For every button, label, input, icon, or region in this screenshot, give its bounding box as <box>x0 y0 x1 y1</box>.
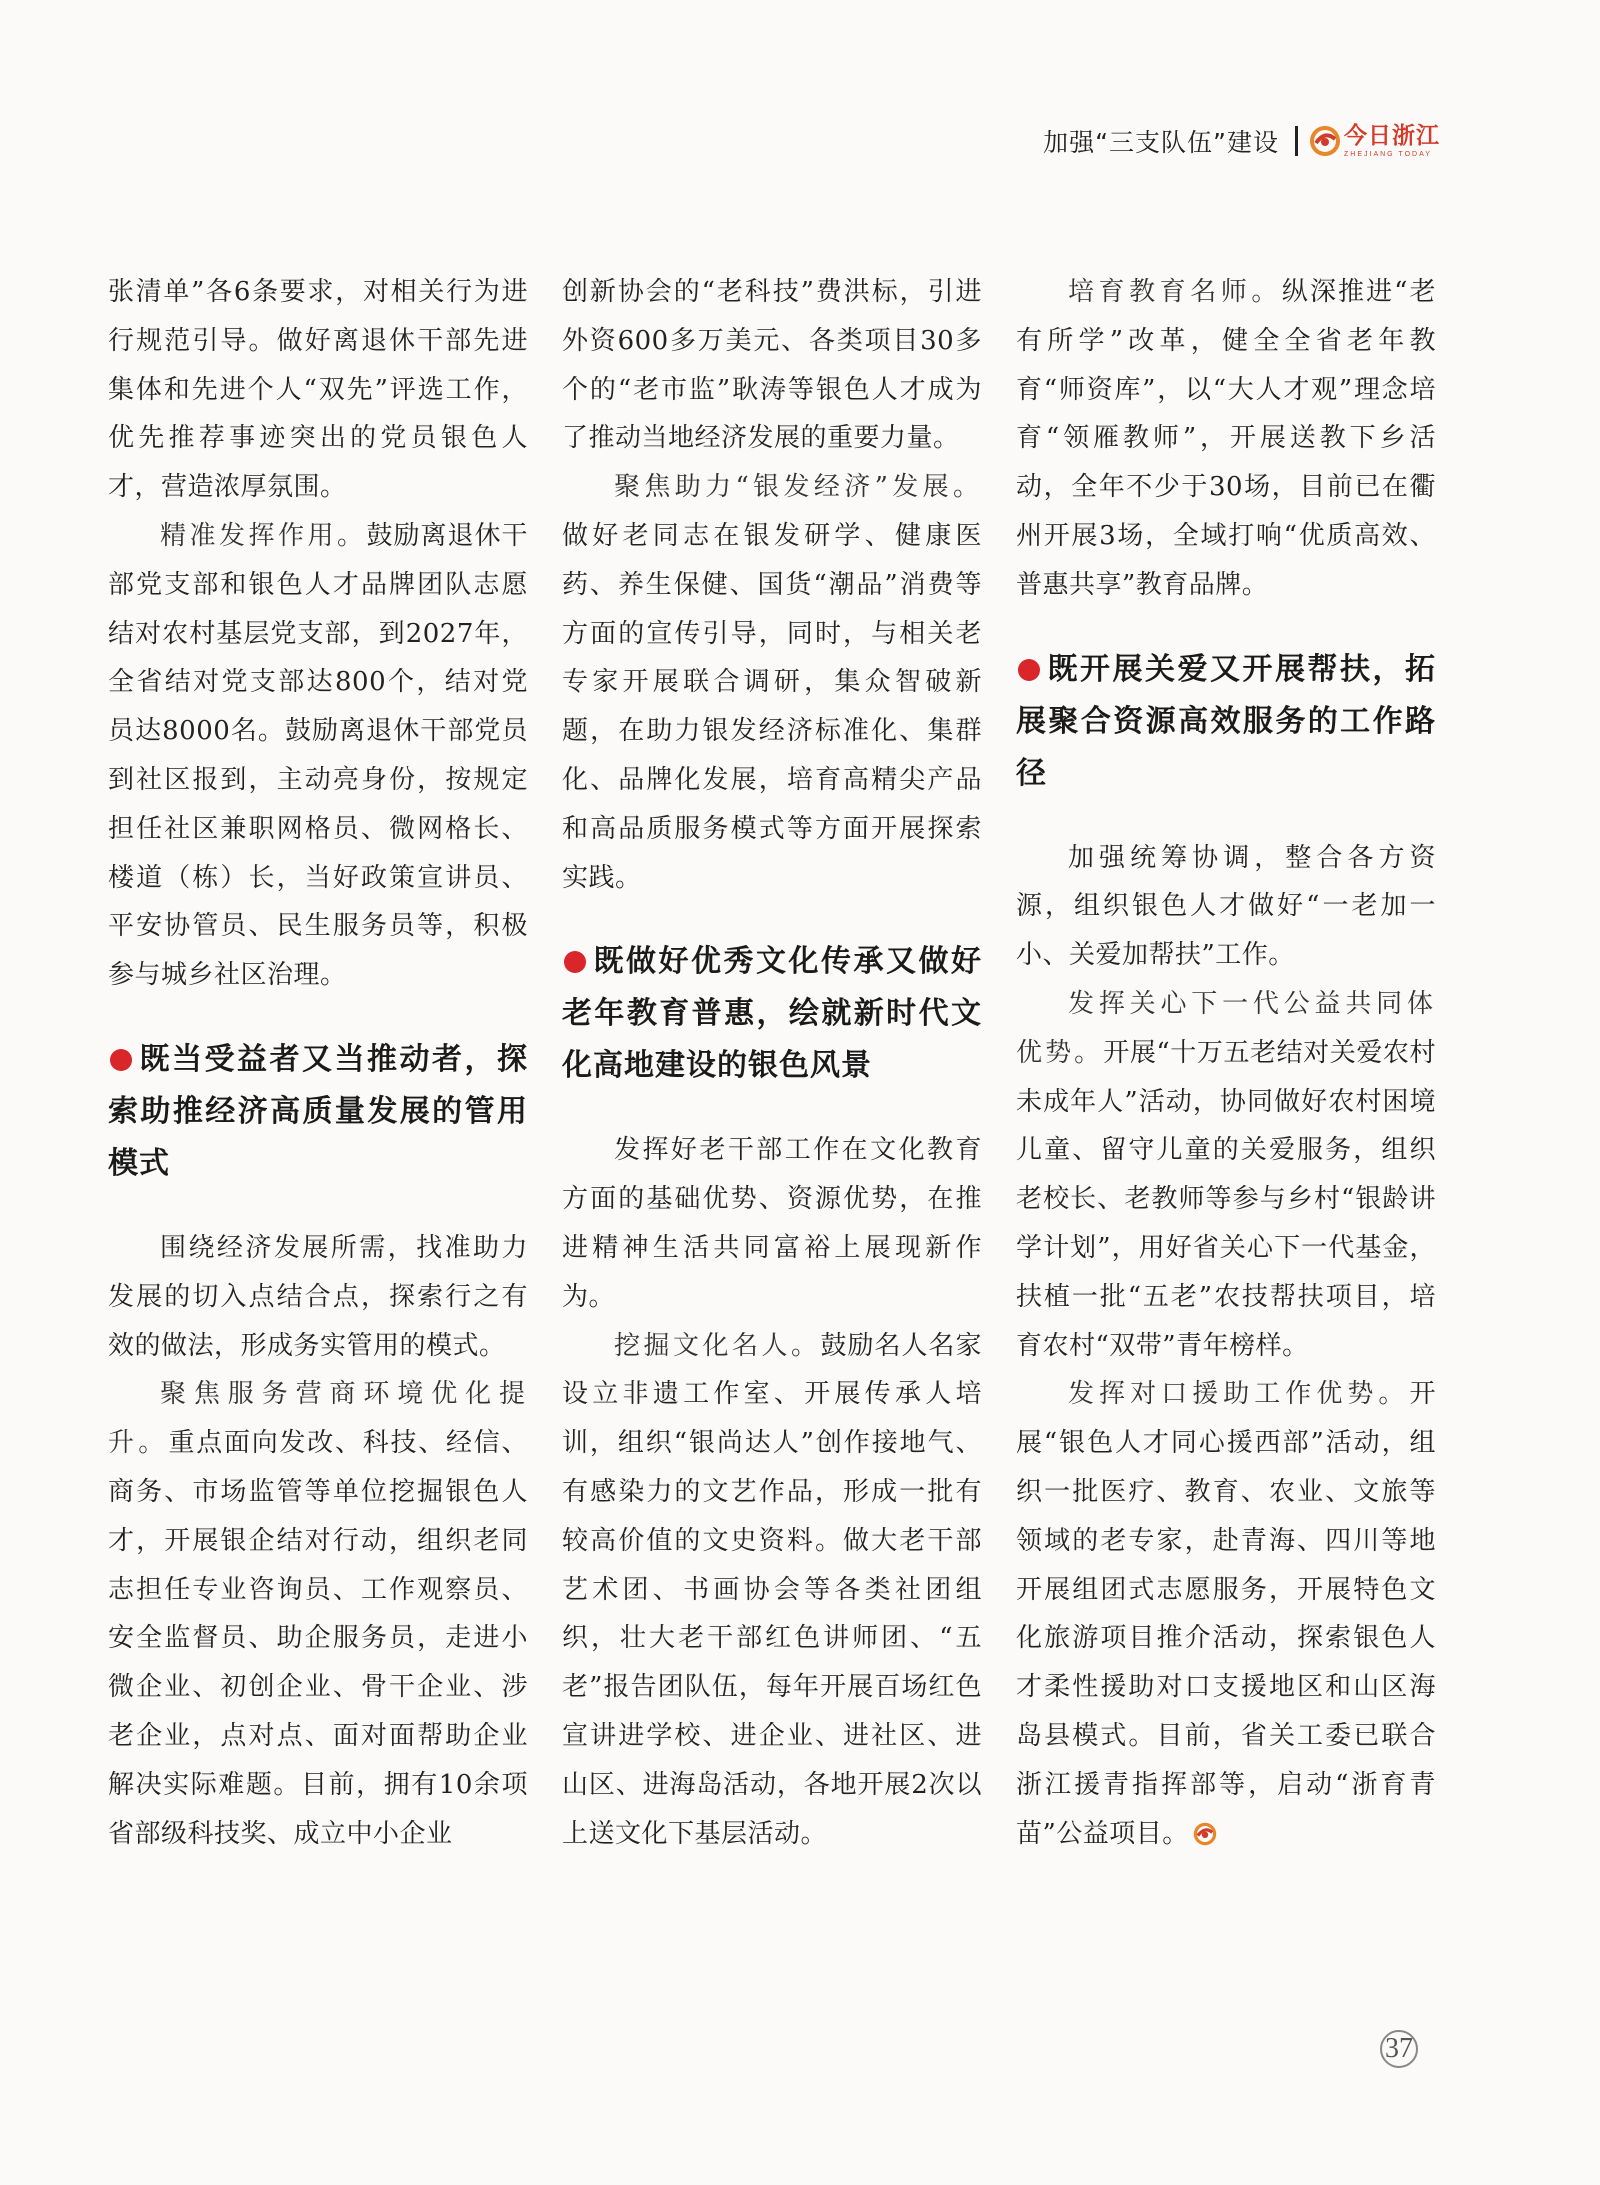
logo-english-text: ZHEJIANG TODAY <box>1344 150 1432 158</box>
paragraph: 发挥好老干部工作在文化教育方面的基础优势、资源优势，在推进精神生活共同富裕上展现新作为。 <box>562 1135 982 1312</box>
paragraph: 加强统筹协调，整合各方资源，组织银色人才做好“一老加一小、关爱加帮扶”工作。 <box>1016 842 1436 971</box>
paragraph-body: 重点面向发改、科技、经信、商务、市场监管等单位挖掘银色人才，开展银企结对行动，组织老同志担任专业咨询员、工作观察员、安全监督员、助企服务员，走进小微企业、初创企业、骨干企业、涉老企业，点对点、面对面帮助企业解决实际难题。目前，拥有10余项省部级科技奖、成立中小企业 <box>108 1428 528 1849</box>
paragraph-lead: 聚焦助力“银发经济”发展。 <box>614 472 982 503</box>
paragraph-body: 纵深推进“老有所学”改革，健全全省老年教育“师资库”，以“大人才观”理念培育“领雁教师”，开展送教下乡活动，全年不少于30场，目前已在衢州开展3场，全域打响“优质高效、普惠共享”教育品牌。 <box>1016 277 1436 600</box>
header-divider <box>1295 126 1298 156</box>
paragraph-lead: 发挥关心下一代公益共同体优势。 <box>1016 988 1436 1068</box>
paragraph <box>1016 980 1436 1370</box>
bullet-dot-icon <box>110 1049 132 1071</box>
column-3 <box>1016 268 1436 1858</box>
page-number: 37 <box>1380 2030 1418 2068</box>
logo-swirl-icon <box>1310 126 1340 156</box>
paragraph: 创新协会的“老科技”费洪标，引进外资600多万美元、各类项目30多个的“老市监”耿涛等银色人才成为了推动当地经济发展的重要力量。 <box>562 277 982 454</box>
paragraph <box>562 463 982 902</box>
paragraph-body: 鼓励离退休干部党支部和银色人才品牌团队志愿结对农村基层党支部，到2027年，全省结对党支部达800个，结对党员达8000名。鼓励离退休干部党员到社区报到，主动亮身份，按规定担任社区兼职网格员、微网格长、楼道（栋）长，当好政策宣讲员、平安协管员、民生服务员等，积极参与城乡社区治理。 <box>108 520 528 991</box>
column-2 <box>562 268 982 1858</box>
running-header <box>1043 118 1440 164</box>
paragraph: 围绕经济发展所需，找准助力发展的切入点结合点，探索行之有效的做法，形成务实管用的模式。 <box>108 1232 528 1361</box>
paragraph <box>562 1322 982 1859</box>
paragraph-body: 做好老同志在银发研学、健康医药、养生保健、国货“潮品”消费等方面的宣传引导，同时，与相关老专家开展联合调研，集众智破新题，在助力银发经济标准化、集群化、品牌化发展，培育高精尖产品和高品质服务模式等方面开展探索实践。 <box>562 520 982 893</box>
paragraph-body: 鼓励名人名家设立非遗工作室、开展传承人培训，组织“银尚达人”创作接地气、有感染力的文艺作品，形成一批有较高价值的文史资料。做大老干部艺术团、书画协会等各类社团组织，壮大老干部红色讲师团、“五老”报告团队伍，每年开展百场红色宣讲进学校、进企业、进社区、进山区、进海岛活动，各地开展2次以上送文化下基层活动。 <box>562 1330 982 1849</box>
article-end-logo-icon <box>1193 1822 1217 1846</box>
section-title: 加强“三支队伍”建设 <box>1043 128 1279 157</box>
paragraph-body: 开展“银色人才同心援西部”活动，组织一批医疗、教育、农业、文旅等领域的老专家，赴青海、四川等地开展组团式志愿服务，开展特色文化旅游项目推介活动，探索银色人才柔性援助对口支援地区和山区海岛县模式。目前，省关工委已联合浙江援青指挥部等，启动“浙育青苗”公益项目。 <box>1016 1379 1436 1849</box>
paragraph-lead: 发挥对口援助工作优势。 <box>1068 1379 1410 1410</box>
paragraph <box>108 1370 528 1858</box>
section-heading: 既开展关爱又开展帮扶，拓展聚合资源高效服务的工作路径 <box>1016 651 1436 791</box>
paragraph-body: 开展“十万五老结对关爱农村未成年人”活动，协同做好农村困境儿童、留守儿童的关爱服务，组织老校长、老教师等参与乡村“银龄讲学计划”，用好省关心下一代基金，扶植一批“五老”农技帮扶项目，培育农村“双带”青年榜样。 <box>1016 1037 1436 1361</box>
paragraph <box>1016 1370 1436 1858</box>
paragraph-lead: 聚焦服务营商环境优化提升。 <box>108 1379 528 1459</box>
column-1 <box>108 268 528 1858</box>
paragraph <box>108 512 528 1000</box>
bullet-dot-icon <box>564 951 586 973</box>
magazine-logo <box>1310 122 1440 158</box>
section-heading: 既当受益者又当推动者，探索助推经济高质量发展的管用模式 <box>108 1041 528 1181</box>
paragraph: 张清单”各6条要求，对相关行为进行规范引导。做好离退休干部先进集体和先进个人“双先”评选工作，优先推荐事迹突出的党员银色人才，营造浓厚氛围。 <box>108 277 528 503</box>
paragraph-lead: 精准发挥作用。 <box>160 520 367 551</box>
bullet-dot-icon <box>1018 659 1040 681</box>
paragraph-lead: 培育教育名师。 <box>1068 277 1282 307</box>
section-heading: 既做好优秀文化传承又做好老年教育普惠，绘就新时代文化高地建设的银色风景 <box>562 944 982 1084</box>
paragraph <box>1016 268 1436 610</box>
paragraph-lead: 挖掘文化名人。 <box>614 1330 821 1361</box>
logo-chinese-text: 今日浙江 <box>1344 122 1440 149</box>
